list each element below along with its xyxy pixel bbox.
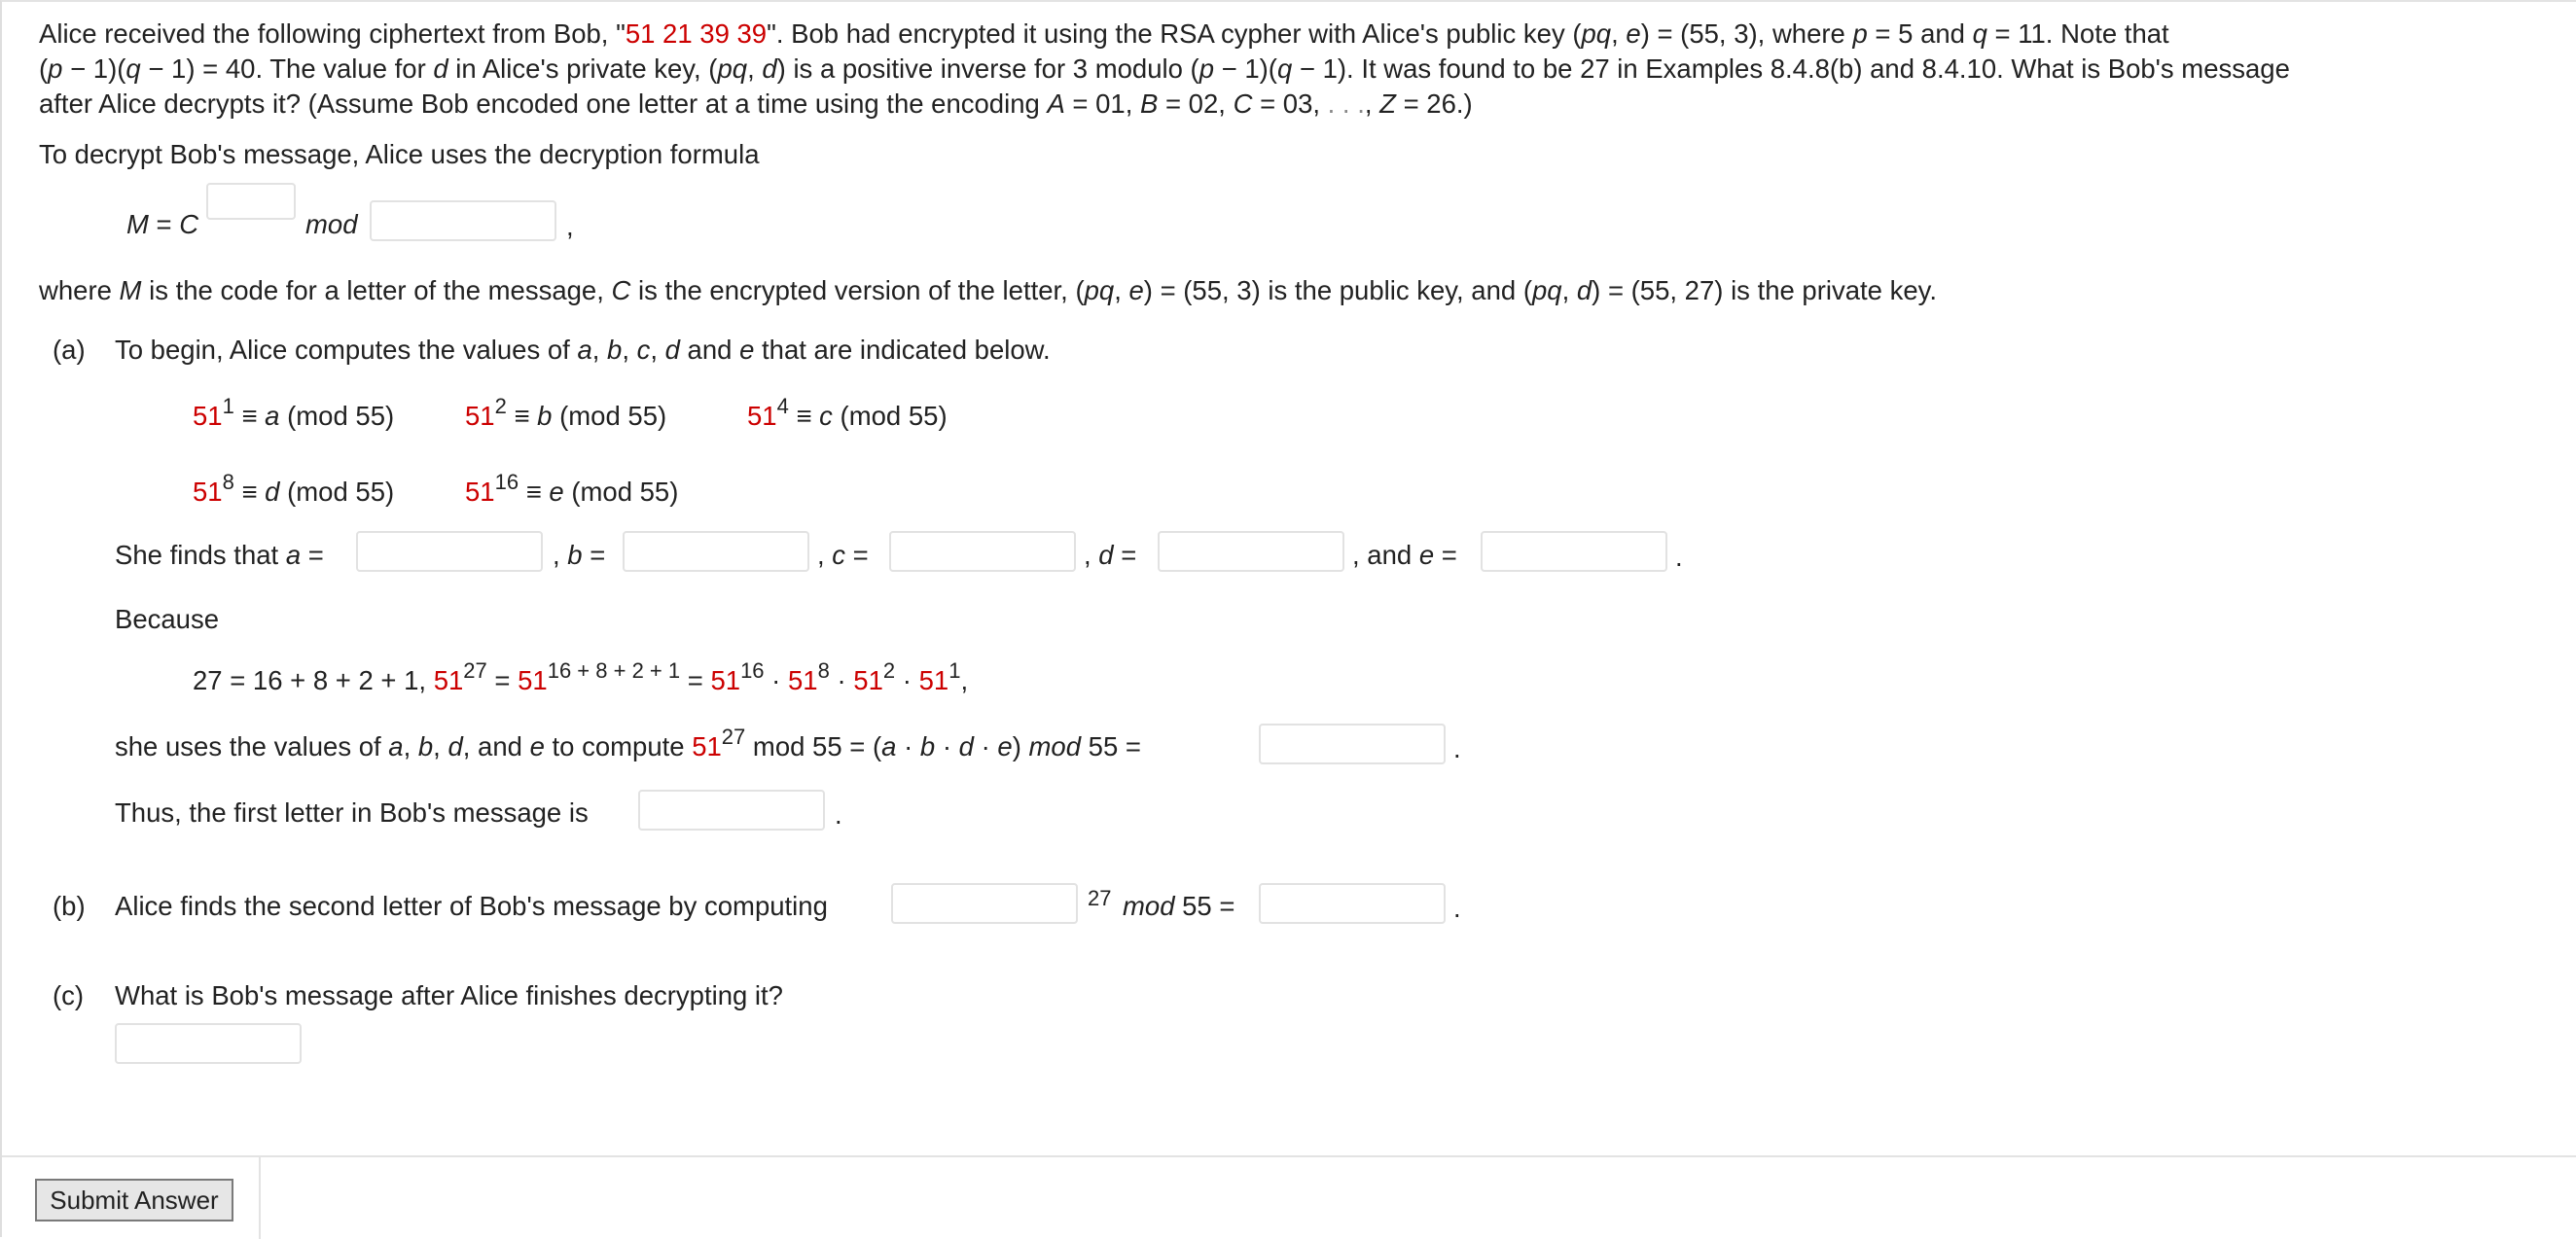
first-letter-period: . — [835, 799, 842, 830]
finds-period: . — [1675, 542, 1683, 572]
problem-line-2: (p − 1)(q − 1) = 40. The value for d in Alice's private key, (pq, d) is a positive inverse for 3 modulo (p − 1)(q − 1). It was found to be 27 in Examples 8.4.8(b) and 8.4.10. What is Bob's message — [39, 53, 2290, 84]
b-input[interactable] — [623, 531, 809, 572]
problem-line-1: Alice received the following ciphertext from Bob, "51 21 39 39". Bob had encrypted it using the RSA cypher with Alice's public key (pq, e) = (55, 3), where p = 5 and q = 11. Note that — [39, 18, 2169, 49]
part-b-label: (b) — [53, 891, 86, 921]
compute-text: she uses the values of a, b, d, and e to compute $51^{27}$ mod 55 = (a · b · d · e) mod 55 = — [115, 725, 1141, 761]
message-input[interactable] — [115, 1023, 302, 1064]
formula-mod: mod — [305, 209, 358, 239]
product-mod-input[interactable] — [1259, 724, 1446, 764]
congruence-c: $51^4 \equiv c$ (mod 55) — [747, 394, 948, 431]
congruence-a: $51^1 \equiv a$ (mod 55) — [193, 394, 395, 431]
compute-period: . — [1453, 733, 1461, 763]
because-text: Because — [115, 604, 220, 634]
footer-divider — [2, 1155, 2576, 1157]
finds-text: She finds that a = — [115, 540, 324, 570]
part-b-text: Alice finds the second letter of Bob's message by computing — [115, 891, 828, 921]
second-letter-base-input[interactable] — [891, 883, 1078, 924]
modulus-input[interactable] — [370, 200, 556, 241]
e-input[interactable] — [1481, 531, 1667, 572]
c-label: , c = — [817, 540, 869, 570]
part-b-mod: mod 55 = — [1123, 891, 1235, 921]
b-label: , b = — [553, 540, 606, 570]
exponent-decomposition: 27 = 16 + 8 + 2 + 1, $51^{27} = 51^{16 + 8 + 2 + 1} = 51^{16} \cdot 51^8 \cdot 51^2 \cdot 51^1$, — [193, 658, 969, 695]
congruence-b: $51^2 \equiv b$ (mod 55) — [465, 394, 667, 431]
first-letter-text: Thus, the first letter in Bob's message is — [115, 797, 589, 828]
ciphertext: 51 21 39 39 — [625, 18, 768, 49]
second-letter-result-input[interactable] — [1259, 883, 1446, 924]
problem-line-3: after Alice decrypts it? (Assume Bob encoded one letter at a time using the encoding A = 01, B = 02, C = 03, . . ., Z = 26.) — [39, 88, 1473, 119]
e-label: , and e = — [1352, 540, 1457, 570]
part-c-label: (c) — [53, 980, 85, 1010]
part-b-exponent: 27 — [1088, 886, 1112, 910]
d-label: , d = — [1084, 540, 1137, 570]
submit-answer-button[interactable]: Submit Answer — [35, 1179, 233, 1221]
where-text: where M is the code for a letter of the message, C is the encrypted version of the letter, (pq, e) = (55, 3) is the public key, and (pq, d) = (55, 27) is the private key. — [39, 275, 1938, 305]
formula-comma: , — [566, 211, 574, 241]
congruence-e: $51^{16} \equiv e$ (mod 55) — [465, 470, 679, 507]
formula-lhs: M = C — [126, 209, 199, 239]
exponent-input[interactable] — [206, 183, 296, 220]
footer-separator — [259, 1157, 261, 1239]
c-input[interactable] — [889, 531, 1076, 572]
congruence-d: $51^8 \equiv d$ (mod 55) — [193, 470, 395, 507]
intro-text: To decrypt Bob's message, Alice uses the decryption formula — [39, 139, 760, 169]
part-b-period: . — [1453, 893, 1461, 923]
part-a-intro: To begin, Alice computes the values of a, b, c, d and e that are indicated below. — [115, 335, 1051, 365]
first-letter-input[interactable] — [638, 790, 825, 831]
part-a-label: (a) — [53, 335, 86, 365]
a-input[interactable] — [356, 531, 543, 572]
part-c-text: What is Bob's message after Alice finishes decrypting it? — [115, 980, 783, 1010]
d-input[interactable] — [1158, 531, 1344, 572]
